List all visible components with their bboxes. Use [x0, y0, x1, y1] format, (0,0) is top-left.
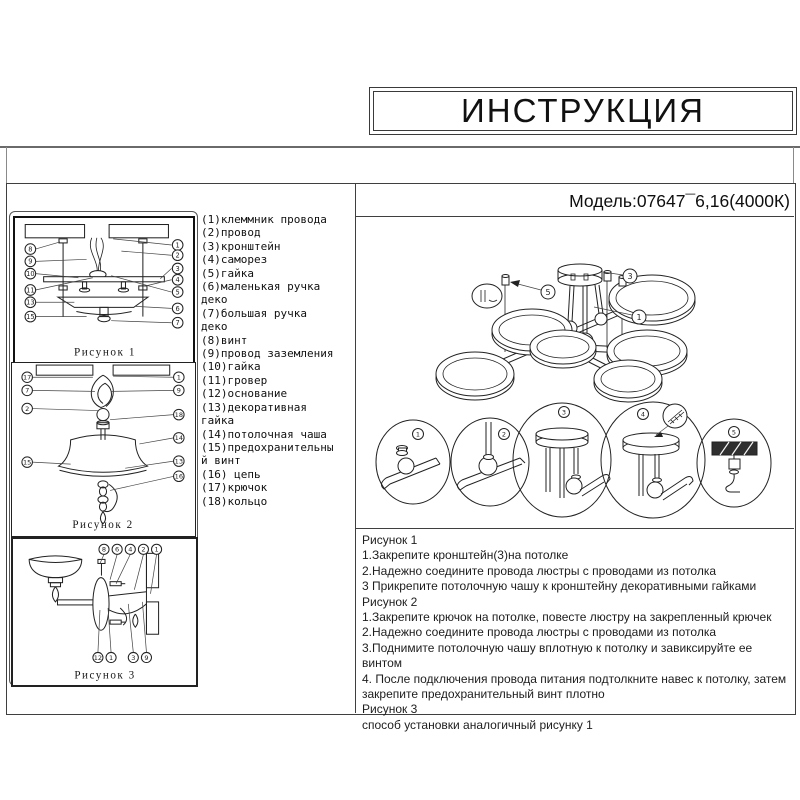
svg-text:17: 17 — [22, 373, 32, 382]
title-inner-border — [373, 91, 793, 131]
svg-text:5: 5 — [545, 288, 551, 297]
svg-text:1: 1 — [108, 653, 114, 662]
chain — [98, 481, 117, 524]
svg-text:3: 3 — [627, 272, 633, 281]
part-item: (9)провод заземления — [201, 347, 334, 361]
svg-text:7: 7 — [175, 319, 180, 328]
part-item: (6)маленькая ручка деко — [201, 280, 321, 307]
figure-1-callouts-right — [172, 240, 183, 328]
svg-text:1: 1 — [154, 545, 159, 554]
svg-text:4: 4 — [640, 410, 646, 419]
part-item: (5)гайка — [201, 266, 254, 280]
figure-1-caption: Рисунок 1 — [73, 346, 137, 359]
instruction-line: 3.Поднимите потолочную чашу вплотную к потолку и завиксируйте ее винтом — [362, 640, 753, 671]
part-item: (4)саморез — [201, 253, 268, 267]
figure-3-panel — [11, 537, 198, 687]
figure-2-drawing — [12, 363, 195, 536]
instruction-line: 1.Закрепите кронштейн(3)на потолке — [362, 548, 569, 563]
svg-text:9: 9 — [176, 386, 181, 395]
leader-lines — [32, 376, 174, 490]
svg-text:1: 1 — [415, 430, 421, 439]
detail-oval-5 — [697, 419, 771, 507]
svg-text:6: 6 — [115, 545, 120, 554]
part-item: (16) цепь — [201, 467, 261, 481]
bracket-bar — [44, 277, 165, 282]
instruction-line: способ установки аналогичный рисунку 1 — [362, 717, 593, 732]
svg-text:1: 1 — [636, 313, 642, 322]
left-edge-line — [6, 147, 7, 183]
detail-oval-2 — [451, 418, 529, 506]
svg-text:2: 2 — [175, 251, 180, 260]
svg-text:15: 15 — [26, 312, 35, 321]
svg-text:1: 1 — [175, 241, 180, 250]
part-item: (17)крючок — [201, 481, 268, 495]
part-item: (8)винт — [201, 333, 248, 347]
svg-text:15: 15 — [22, 458, 32, 467]
wall-plate — [93, 578, 109, 631]
instruction-line: Рисунок 2 — [362, 594, 418, 609]
part-item: (14)потолочная чаша — [201, 427, 327, 441]
detail-oval-4 — [601, 402, 705, 518]
arm-bar — [57, 600, 93, 605]
page-title: ИНСТРУКЦИЯ — [461, 92, 705, 129]
socket-and-finial — [48, 578, 62, 602]
part-item: (18)кольцо — [201, 494, 268, 508]
parts-list — [201, 213, 339, 508]
chandelier-drawing — [358, 220, 792, 526]
figure-2-caption: Рисунок 2 — [72, 518, 134, 531]
svg-text:13: 13 — [26, 298, 35, 307]
deco-pegs — [79, 282, 128, 292]
ceiling-hatch-left — [25, 225, 84, 238]
figure-2-panel — [11, 362, 196, 537]
figure-1-callouts-left — [25, 244, 36, 322]
ceiling-hatch-left — [36, 365, 93, 375]
svg-text:3: 3 — [561, 408, 567, 417]
collar-ring — [97, 421, 109, 440]
svg-text:7: 7 — [25, 386, 30, 395]
svg-text:16: 16 — [174, 472, 184, 481]
instruction-line: Рисунок 3 — [362, 702, 418, 717]
svg-text:2: 2 — [25, 404, 30, 413]
svg-text:2: 2 — [501, 430, 507, 439]
part-item: (11)гровер — [201, 373, 268, 387]
svg-text:11: 11 — [26, 286, 35, 295]
detail-oval-3 — [513, 403, 611, 517]
figure-3-callouts-top — [99, 544, 162, 554]
title-box — [369, 87, 797, 135]
svg-text:4: 4 — [128, 545, 133, 554]
instruction-line: 2.Надежно соедините провода люстры с проводами из потолка — [362, 563, 717, 578]
glass-bowl — [29, 556, 82, 578]
svg-text:12: 12 — [93, 653, 103, 662]
figure-3-caption: Рисунок 3 — [74, 669, 136, 682]
model-label: Модель:07647¯6,16(4000К) — [356, 186, 794, 217]
bracket-detail-oval — [472, 284, 502, 308]
svg-text:13: 13 — [174, 457, 184, 466]
ceiling-canopy — [558, 264, 602, 286]
figure-2-callouts-left — [22, 372, 33, 467]
part-item: (10)гайка — [201, 360, 261, 374]
svg-text:3: 3 — [175, 264, 180, 273]
magnifier-icon — [654, 404, 687, 437]
detail-oval-1 — [376, 420, 450, 504]
svg-text:6: 6 — [175, 304, 180, 313]
part-item: (7)большая ручка деко — [201, 306, 307, 334]
figure-2-callouts-right — [174, 372, 185, 482]
figure-1-drawing — [15, 218, 193, 363]
part-item: (2)провод — [201, 226, 261, 240]
wall-hatch — [146, 553, 158, 634]
svg-text:5: 5 — [175, 288, 180, 297]
part-item: (12)основание — [201, 387, 288, 401]
figure-1-panel — [13, 216, 195, 365]
chandelier-diagram — [358, 220, 792, 526]
instructions-panel — [356, 528, 794, 732]
instruction-line: 3 Прикрепите потолочную чашу к кронштейну декоративными гайками — [362, 579, 757, 594]
svg-text:10: 10 — [26, 269, 35, 278]
callout-5-marker — [510, 280, 555, 299]
side-screws — [110, 582, 125, 624]
lamp-disc-3 — [530, 330, 596, 368]
svg-text:5: 5 — [731, 428, 737, 437]
svg-text:14: 14 — [174, 434, 184, 443]
svg-text:9: 9 — [144, 653, 149, 662]
ceiling-cup — [58, 297, 148, 322]
svg-text:2: 2 — [141, 545, 146, 554]
ceiling-hatch-right — [113, 365, 170, 375]
wall-bracket — [109, 592, 146, 627]
part-item: (15)предохранительный винт — [201, 440, 334, 468]
instruction-line: 4. После подключения провода питания подтолкните навес к потолку, затем закрепите предохранительный винт плотно — [362, 671, 787, 702]
svg-text:8: 8 — [28, 245, 33, 254]
svg-text:1: 1 — [176, 373, 181, 382]
bell-shade — [59, 435, 148, 476]
ceiling-hatch-right — [109, 225, 168, 238]
top-rule — [0, 146, 800, 148]
figure-3-drawing — [13, 539, 196, 685]
instruction-line: Рисунок 1 — [362, 533, 418, 547]
lamp-disc-6 — [594, 360, 662, 402]
instruction-line: 1.Закрепите крючок на потолке, повесте люстру на закрепленный крючек — [362, 610, 772, 625]
top-screw — [98, 559, 105, 575]
part-item: (1)клеммник провода — [201, 213, 327, 226]
figure-3-callouts-bottom — [93, 652, 152, 662]
right-edge-line — [793, 147, 794, 183]
part-item: (13)декоративная гайка — [201, 400, 307, 428]
part-item: (3)кронштейн — [201, 239, 281, 253]
instruction-line: 2.Надежно соедините провода люстры с проводами из потолка — [362, 625, 717, 640]
svg-text:4: 4 — [175, 276, 180, 285]
svg-text:9: 9 — [28, 257, 33, 266]
lamp-disc-5 — [436, 352, 514, 400]
hook-shape — [726, 474, 740, 492]
svg-text:3: 3 — [131, 653, 136, 662]
svg-text:18: 18 — [174, 410, 184, 419]
svg-text:8: 8 — [101, 545, 107, 554]
